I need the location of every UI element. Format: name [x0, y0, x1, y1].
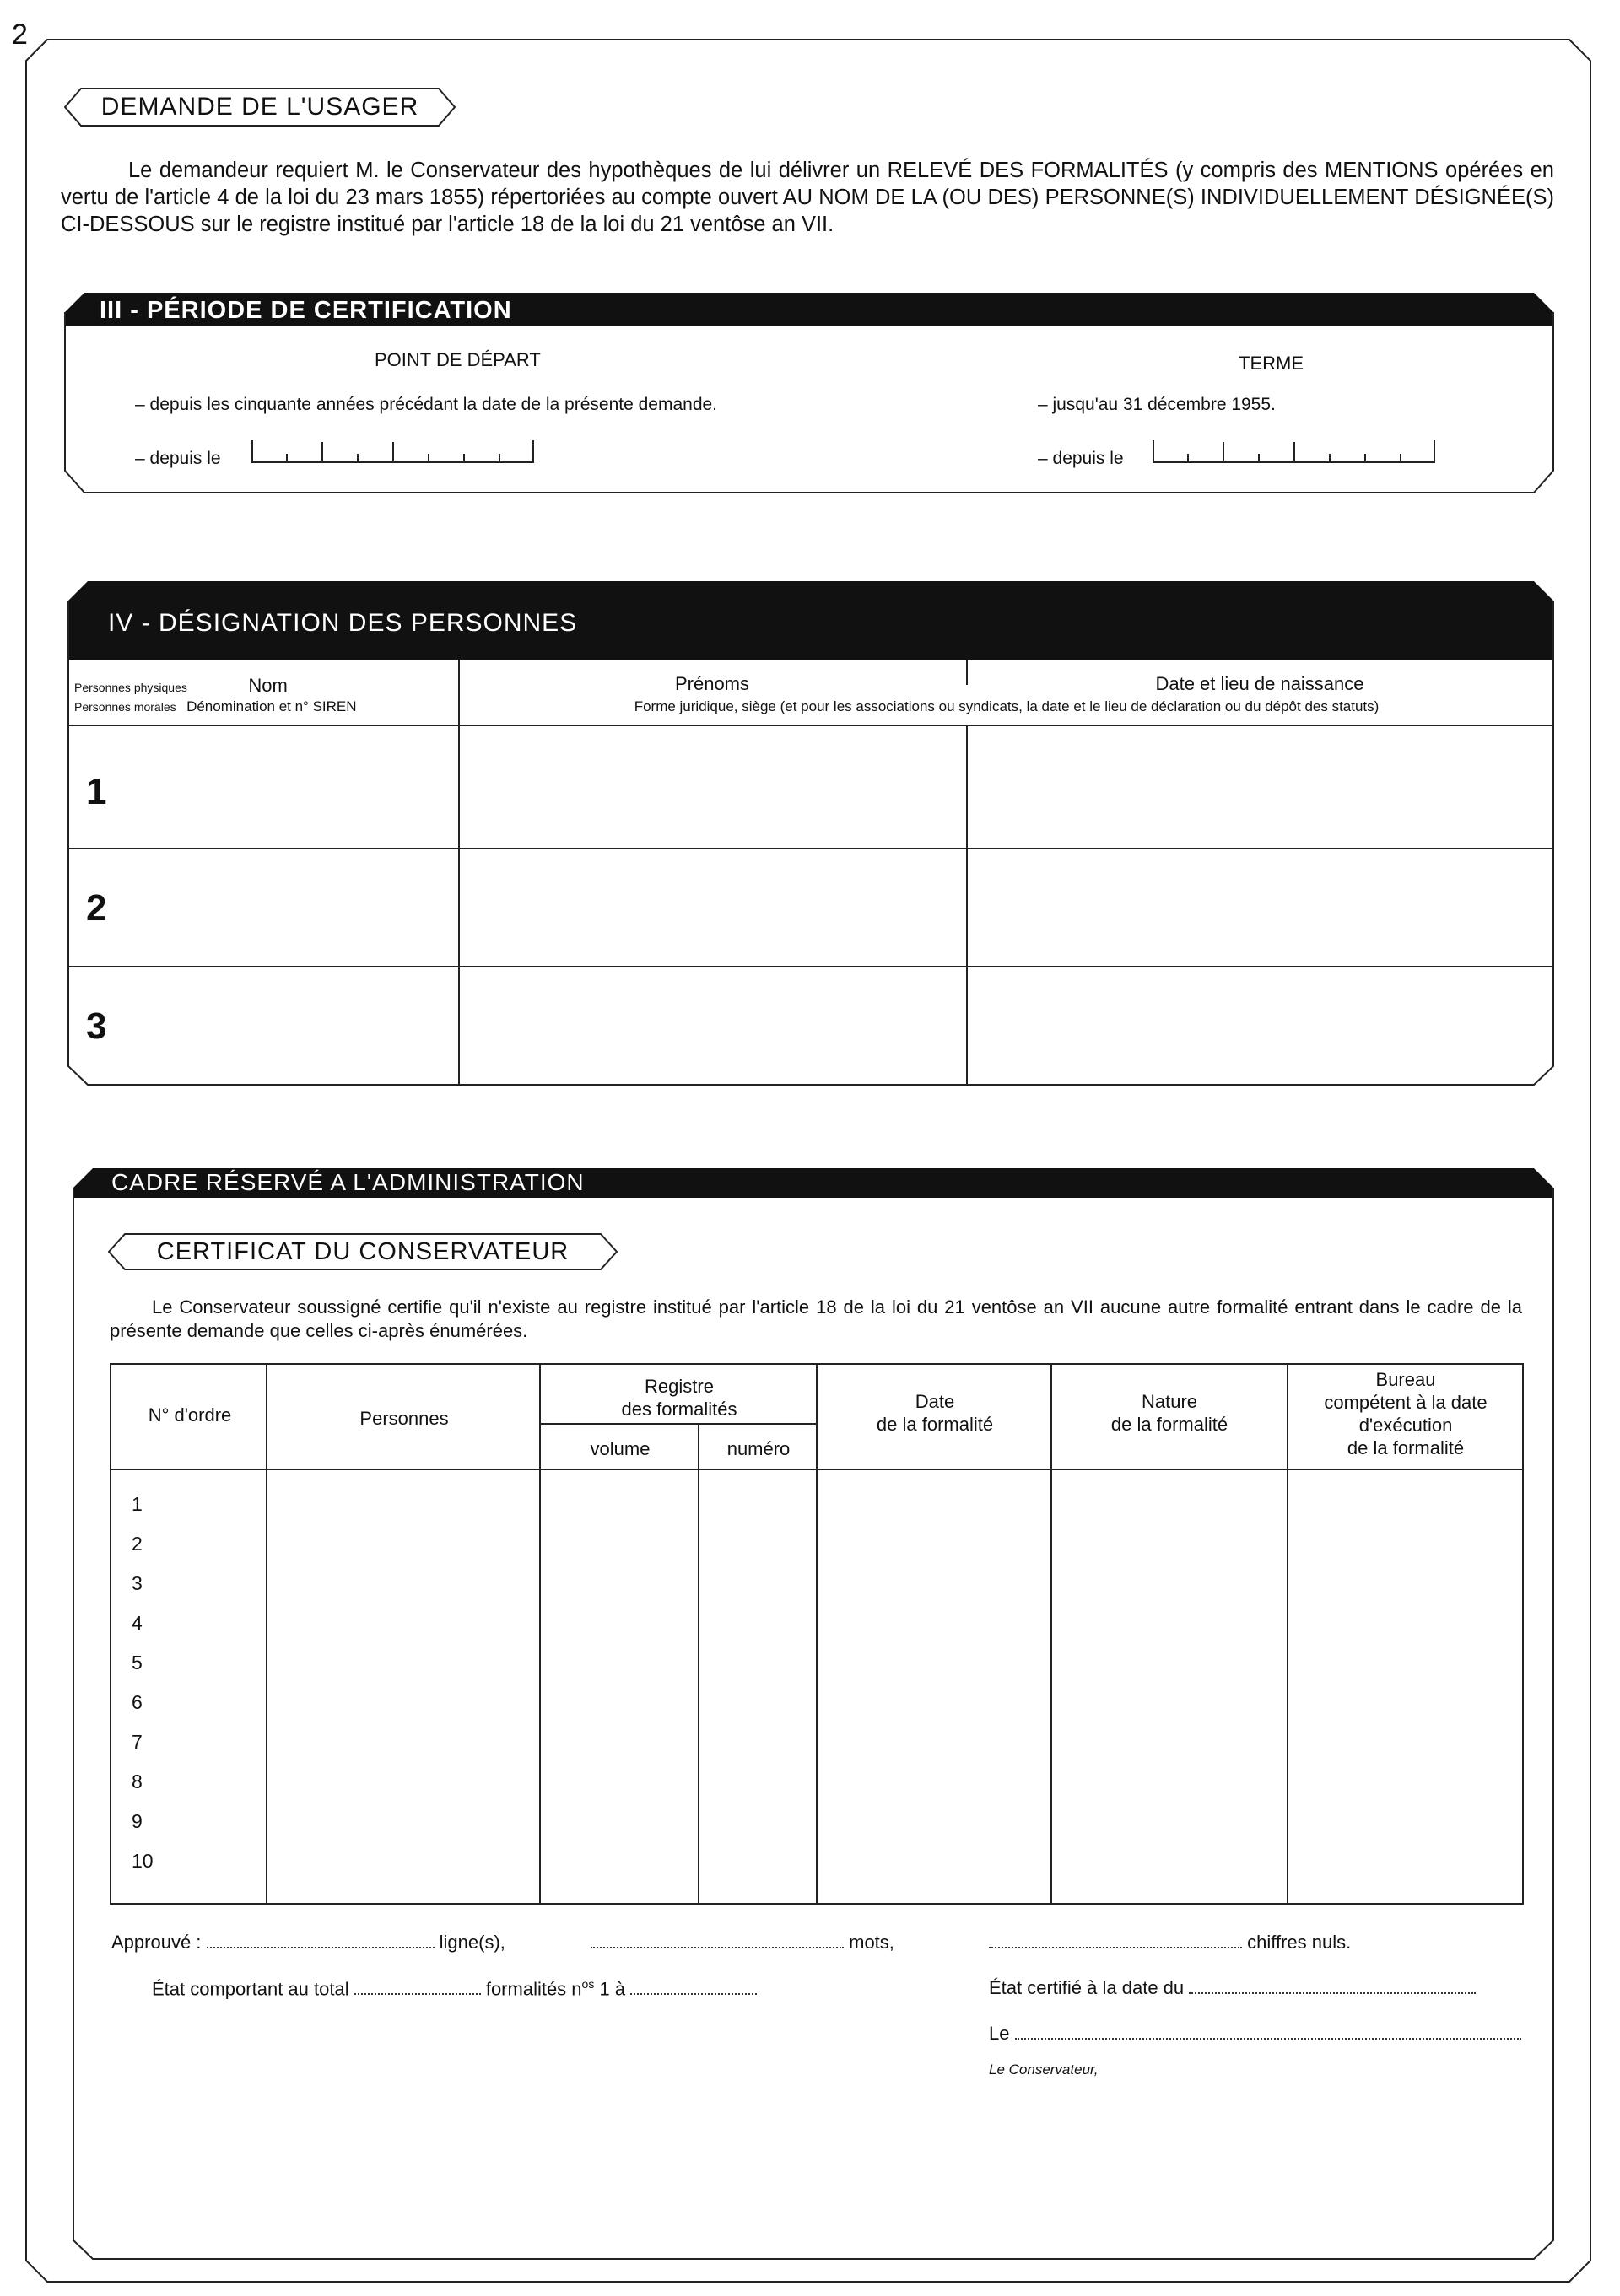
formalites-sup: os	[581, 1977, 595, 1991]
ordre-number: 1	[132, 1493, 143, 1515]
ordre-number: 2	[132, 1533, 143, 1555]
formalites-range-field[interactable]	[630, 1981, 757, 1995]
person-row-number: 1	[86, 771, 107, 812]
conservateur-signature-label: Le Conservateur,	[989, 2062, 1099, 2078]
administration-title: CADRE RÉSERVÉ A L'ADMINISTRATION	[111, 1169, 585, 1195]
th-bureau	[1288, 1368, 1524, 1459]
th-nature-line1: Nature	[1141, 1391, 1198, 1412]
col-denomination-label: Dénomination et n° SIREN	[186, 698, 357, 714]
certificat-text: Le Conservateur soussigné certifie qu'il n'existe au registre institué par l'article 18 de la loi du 21 ventôse an VII aucune autre formalité entrant dans le cadre de la présente demande que celles ci-après énumérées.	[110, 1296, 1522, 1341]
lignes-field[interactable]	[207, 1935, 435, 1948]
date-boxes-right[interactable]	[1153, 439, 1436, 464]
mots-field[interactable]	[591, 1935, 844, 1948]
usager-title: DEMANDE DE L'USAGER	[100, 93, 419, 121]
option-depuis-le-right: – depuis le	[1038, 449, 1124, 468]
mots-label: mots,	[849, 1932, 894, 1953]
le-line	[989, 2023, 1521, 2045]
periode-title: III - PÉRIODE DE CERTIFICATION	[100, 297, 512, 324]
th-date-line2: de la formalité	[876, 1414, 994, 1435]
etat-certifie-label: État certifié à la date du	[989, 1977, 1185, 1998]
approuve-label: Approuvé :	[111, 1932, 202, 1953]
le-label: Le	[989, 2023, 1010, 2044]
th-registre-line2: des formalités	[621, 1399, 737, 1420]
th-registre	[540, 1375, 818, 1420]
point-depart-label: POINT DE DÉPART	[375, 349, 541, 370]
col-nom-prefix-physiques: Personnes physiques	[74, 681, 187, 694]
col-denomination-header	[74, 698, 357, 715]
col-nom-prefix-morales: Personnes morales	[74, 700, 176, 714]
certificat-heading	[108, 1233, 618, 1270]
designation-frame	[68, 580, 1554, 1086]
ordre-number: 10	[132, 1850, 154, 1872]
etat-total-line	[152, 1977, 757, 2000]
th-registre-line1: Registre	[645, 1376, 714, 1397]
person-row-number: 3	[86, 1005, 107, 1047]
formalites-range-label: 1 à	[599, 1978, 626, 2000]
etat-certifie-field[interactable]	[1189, 1981, 1476, 1994]
th-date-line1: Date	[915, 1391, 955, 1412]
th-ordre: N° d'ordre	[148, 1404, 232, 1426]
th-bureau-line3: d'exécution	[1358, 1415, 1453, 1436]
approuve-line	[111, 1932, 505, 1954]
ordre-number: 4	[132, 1612, 143, 1634]
ordre-number: 5	[132, 1652, 143, 1673]
th-volume: volume	[590, 1438, 651, 1459]
usager-heading	[64, 88, 456, 127]
certificat-title: CERTIFICAT DU CONSERVATEUR	[156, 1238, 570, 1265]
chiffres-field[interactable]	[989, 1935, 1242, 1948]
page-number: 2	[12, 19, 28, 51]
usager-text: Le demandeur requiert M. le Conservateur des hypothèques de lui délivrer un RELEVÉ DES FORMALITÉS (y compris des MENTIONS opérées en vertu de l'article 4 de la loi du 23 mars 1855) répertoriées au compte ouvert AU NOM DE LA (OU DES) PERSONNE(S) INDIVIDUELLEMENT DÉSIGNÉE(S) CI-DESSOUS sur le registre institué par l'article 18 de la loi du 21 ventôse an VII.	[61, 159, 1554, 236]
option-jusqu-1955: – jusqu'au 31 décembre 1955.	[1038, 395, 1276, 414]
option-cinquante-annees: – depuis les cinquante années précédant la date de la présente demande.	[135, 395, 718, 414]
etat-certifie-line	[989, 1977, 1476, 1999]
formalites-label: formalités n	[485, 1978, 582, 2000]
th-nature	[1051, 1390, 1288, 1436]
chiffres-label: chiffres nuls.	[1247, 1932, 1352, 1953]
col-nom-label: Nom	[248, 675, 288, 696]
mots-line	[591, 1932, 894, 1954]
col-nom-header	[74, 675, 288, 697]
ordre-number: 3	[132, 1572, 143, 1594]
th-personnes: Personnes	[359, 1408, 449, 1429]
designation-title: IV - DÉSIGNATION DES PERSONNES	[108, 609, 578, 637]
th-bureau-line4: de la formalité	[1347, 1437, 1465, 1458]
ordre-number: 6	[132, 1691, 143, 1713]
ordre-number: 8	[132, 1771, 143, 1792]
th-bureau-line1: Bureau	[1375, 1369, 1436, 1390]
terme-label: TERME	[1239, 353, 1304, 374]
th-nature-line2: de la formalité	[1110, 1414, 1228, 1435]
etat-total-field[interactable]	[354, 1981, 481, 1995]
th-date	[817, 1390, 1053, 1436]
lignes-label: ligne(s),	[439, 1932, 505, 1953]
person-row-number: 2	[86, 887, 107, 929]
le-field[interactable]	[1015, 2026, 1521, 2040]
chiffres-line	[989, 1932, 1351, 1954]
etat-total-label: État comportant au total	[152, 1978, 349, 2000]
option-depuis-le-left: – depuis le	[135, 449, 221, 468]
col-naissance-label: Date et lieu de naissance	[1155, 673, 1364, 694]
date-boxes-left[interactable]	[251, 439, 535, 464]
col-forme-juridique-label: Forme juridique, siège (et pour les associations ou syndicats, la date et le lieu de déclaration ou du dépôt des statuts)	[634, 698, 1380, 714]
th-bureau-line2: compétent à la date	[1324, 1392, 1488, 1413]
ordre-number: 9	[132, 1810, 143, 1832]
th-numero: numéro	[726, 1438, 791, 1459]
col-prenoms-label: Prénoms	[674, 673, 750, 694]
ordre-number: 7	[132, 1731, 143, 1753]
